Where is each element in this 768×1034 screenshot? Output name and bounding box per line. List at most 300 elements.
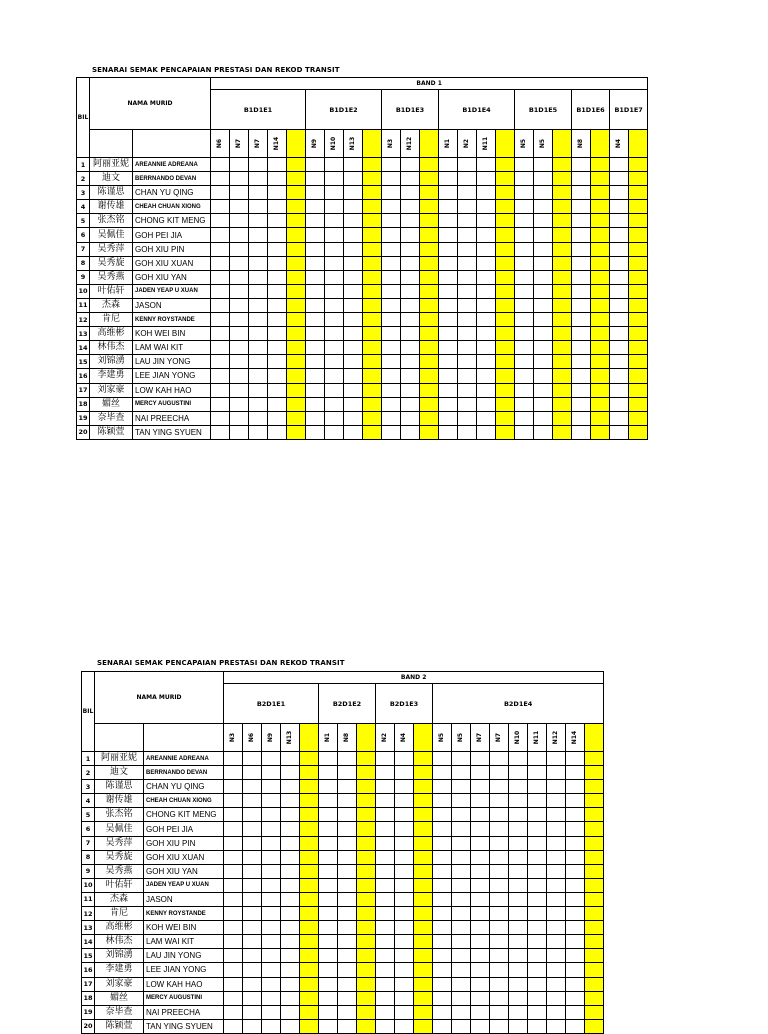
transit-cell[interactable] — [553, 186, 572, 200]
check-cell[interactable] — [249, 383, 268, 397]
transit-cell[interactable] — [357, 822, 376, 836]
check-cell[interactable] — [319, 766, 338, 780]
transit-cell[interactable] — [585, 780, 604, 794]
transit-cell[interactable] — [591, 327, 610, 341]
transit-cell[interactable] — [287, 214, 306, 228]
check-cell[interactable] — [572, 186, 591, 200]
transit-cell[interactable] — [300, 935, 319, 949]
check-cell[interactable] — [477, 228, 496, 242]
check-cell[interactable] — [325, 256, 344, 270]
check-cell[interactable] — [572, 172, 591, 186]
check-cell[interactable] — [344, 341, 363, 355]
transit-cell[interactable] — [553, 256, 572, 270]
transit-cell[interactable] — [496, 327, 515, 341]
check-cell[interactable] — [547, 977, 566, 991]
check-cell[interactable] — [376, 949, 395, 963]
check-cell[interactable] — [433, 850, 452, 864]
check-cell[interactable] — [433, 752, 452, 766]
check-cell[interactable] — [243, 977, 262, 991]
check-cell[interactable] — [610, 425, 629, 439]
transit-cell[interactable] — [585, 878, 604, 892]
check-cell[interactable] — [395, 752, 414, 766]
check-cell[interactable] — [477, 270, 496, 284]
check-cell[interactable] — [262, 794, 281, 808]
check-cell[interactable] — [572, 383, 591, 397]
check-cell[interactable] — [490, 850, 509, 864]
check-cell[interactable] — [338, 808, 357, 822]
check-cell[interactable] — [211, 284, 230, 298]
transit-cell[interactable] — [363, 298, 382, 312]
check-cell[interactable] — [382, 270, 401, 284]
check-cell[interactable] — [433, 780, 452, 794]
check-cell[interactable] — [515, 228, 534, 242]
check-cell[interactable] — [338, 850, 357, 864]
check-cell[interactable] — [471, 878, 490, 892]
check-cell[interactable] — [528, 794, 547, 808]
transit-cell[interactable] — [287, 270, 306, 284]
transit-cell[interactable] — [629, 341, 648, 355]
check-cell[interactable] — [224, 850, 243, 864]
transit-cell[interactable] — [357, 766, 376, 780]
check-cell[interactable] — [344, 383, 363, 397]
check-cell[interactable] — [306, 411, 325, 425]
check-cell[interactable] — [528, 864, 547, 878]
check-cell[interactable] — [319, 949, 338, 963]
transit-cell[interactable] — [420, 298, 439, 312]
transit-cell[interactable] — [287, 298, 306, 312]
check-cell[interactable] — [509, 907, 528, 921]
check-cell[interactable] — [338, 878, 357, 892]
check-cell[interactable] — [528, 935, 547, 949]
check-cell[interactable] — [439, 425, 458, 439]
transit-cell[interactable] — [591, 242, 610, 256]
transit-cell[interactable] — [363, 186, 382, 200]
transit-cell[interactable] — [553, 298, 572, 312]
check-cell[interactable] — [477, 172, 496, 186]
transit-cell[interactable] — [414, 752, 433, 766]
transit-cell[interactable] — [363, 369, 382, 383]
check-cell[interactable] — [395, 878, 414, 892]
check-cell[interactable] — [395, 991, 414, 1005]
check-cell[interactable] — [433, 1005, 452, 1019]
transit-cell[interactable] — [287, 284, 306, 298]
check-cell[interactable] — [395, 907, 414, 921]
check-cell[interactable] — [566, 977, 585, 991]
check-cell[interactable] — [566, 752, 585, 766]
check-cell[interactable] — [572, 284, 591, 298]
check-cell[interactable] — [211, 214, 230, 228]
check-cell[interactable] — [490, 878, 509, 892]
check-cell[interactable] — [490, 977, 509, 991]
transit-cell[interactable] — [363, 383, 382, 397]
check-cell[interactable] — [547, 935, 566, 949]
transit-cell[interactable] — [420, 355, 439, 369]
check-cell[interactable] — [439, 355, 458, 369]
check-cell[interactable] — [249, 200, 268, 214]
transit-cell[interactable] — [591, 256, 610, 270]
check-cell[interactable] — [471, 808, 490, 822]
check-cell[interactable] — [528, 949, 547, 963]
check-cell[interactable] — [376, 794, 395, 808]
transit-cell[interactable] — [287, 200, 306, 214]
check-cell[interactable] — [566, 864, 585, 878]
check-cell[interactable] — [515, 284, 534, 298]
check-cell[interactable] — [610, 256, 629, 270]
transit-cell[interactable] — [585, 949, 604, 963]
check-cell[interactable] — [243, 808, 262, 822]
check-cell[interactable] — [382, 298, 401, 312]
check-cell[interactable] — [306, 313, 325, 327]
check-cell[interactable] — [477, 369, 496, 383]
check-cell[interactable] — [477, 425, 496, 439]
check-cell[interactable] — [319, 935, 338, 949]
transit-cell[interactable] — [629, 355, 648, 369]
check-cell[interactable] — [249, 158, 268, 172]
check-cell[interactable] — [515, 200, 534, 214]
check-cell[interactable] — [490, 794, 509, 808]
check-cell[interactable] — [401, 397, 420, 411]
check-cell[interactable] — [382, 411, 401, 425]
check-cell[interactable] — [547, 991, 566, 1005]
transit-cell[interactable] — [300, 892, 319, 906]
transit-cell[interactable] — [585, 935, 604, 949]
transit-cell[interactable] — [496, 369, 515, 383]
check-cell[interactable] — [401, 186, 420, 200]
check-cell[interactable] — [382, 158, 401, 172]
check-cell[interactable] — [224, 991, 243, 1005]
check-cell[interactable] — [433, 963, 452, 977]
transit-cell[interactable] — [300, 977, 319, 991]
check-cell[interactable] — [382, 313, 401, 327]
check-cell[interactable] — [439, 242, 458, 256]
check-cell[interactable] — [509, 766, 528, 780]
check-cell[interactable] — [471, 1019, 490, 1033]
transit-cell[interactable] — [300, 949, 319, 963]
check-cell[interactable] — [224, 977, 243, 991]
check-cell[interactable] — [528, 1005, 547, 1019]
check-cell[interactable] — [319, 921, 338, 935]
check-cell[interactable] — [268, 411, 287, 425]
check-cell[interactable] — [572, 425, 591, 439]
check-cell[interactable] — [395, 921, 414, 935]
check-cell[interactable] — [319, 892, 338, 906]
transit-cell[interactable] — [357, 1005, 376, 1019]
check-cell[interactable] — [515, 214, 534, 228]
transit-cell[interactable] — [357, 808, 376, 822]
check-cell[interactable] — [325, 425, 344, 439]
check-cell[interactable] — [376, 780, 395, 794]
check-cell[interactable] — [458, 158, 477, 172]
check-cell[interactable] — [572, 228, 591, 242]
transit-cell[interactable] — [414, 794, 433, 808]
check-cell[interactable] — [243, 752, 262, 766]
check-cell[interactable] — [319, 794, 338, 808]
check-cell[interactable] — [515, 327, 534, 341]
transit-cell[interactable] — [496, 158, 515, 172]
check-cell[interactable] — [433, 1019, 452, 1033]
check-cell[interactable] — [458, 214, 477, 228]
check-cell[interactable] — [249, 242, 268, 256]
check-cell[interactable] — [325, 341, 344, 355]
check-cell[interactable] — [572, 355, 591, 369]
transit-cell[interactable] — [357, 780, 376, 794]
check-cell[interactable] — [566, 907, 585, 921]
check-cell[interactable] — [490, 892, 509, 906]
check-cell[interactable] — [452, 808, 471, 822]
transit-cell[interactable] — [414, 864, 433, 878]
check-cell[interactable] — [566, 766, 585, 780]
check-cell[interactable] — [338, 794, 357, 808]
transit-cell[interactable] — [496, 383, 515, 397]
transit-cell[interactable] — [300, 780, 319, 794]
check-cell[interactable] — [547, 1005, 566, 1019]
check-cell[interactable] — [534, 242, 553, 256]
check-cell[interactable] — [325, 298, 344, 312]
transit-cell[interactable] — [414, 836, 433, 850]
transit-cell[interactable] — [414, 766, 433, 780]
check-cell[interactable] — [325, 200, 344, 214]
transit-cell[interactable] — [553, 200, 572, 214]
check-cell[interactable] — [262, 752, 281, 766]
check-cell[interactable] — [490, 907, 509, 921]
check-cell[interactable] — [458, 284, 477, 298]
transit-cell[interactable] — [300, 991, 319, 1005]
check-cell[interactable] — [452, 766, 471, 780]
check-cell[interactable] — [211, 298, 230, 312]
check-cell[interactable] — [433, 892, 452, 906]
check-cell[interactable] — [319, 780, 338, 794]
transit-cell[interactable] — [553, 383, 572, 397]
check-cell[interactable] — [230, 397, 249, 411]
transit-cell[interactable] — [553, 313, 572, 327]
check-cell[interactable] — [325, 284, 344, 298]
transit-cell[interactable] — [553, 397, 572, 411]
check-cell[interactable] — [395, 850, 414, 864]
check-cell[interactable] — [281, 935, 300, 949]
transit-cell[interactable] — [287, 383, 306, 397]
transit-cell[interactable] — [553, 228, 572, 242]
transit-cell[interactable] — [591, 200, 610, 214]
check-cell[interactable] — [401, 383, 420, 397]
check-cell[interactable] — [439, 298, 458, 312]
check-cell[interactable] — [211, 369, 230, 383]
check-cell[interactable] — [211, 228, 230, 242]
check-cell[interactable] — [547, 864, 566, 878]
transit-cell[interactable] — [585, 864, 604, 878]
transit-cell[interactable] — [496, 341, 515, 355]
check-cell[interactable] — [509, 991, 528, 1005]
transit-cell[interactable] — [591, 341, 610, 355]
check-cell[interactable] — [528, 836, 547, 850]
check-cell[interactable] — [477, 341, 496, 355]
check-cell[interactable] — [572, 242, 591, 256]
check-cell[interactable] — [452, 780, 471, 794]
check-cell[interactable] — [534, 355, 553, 369]
check-cell[interactable] — [439, 200, 458, 214]
transit-cell[interactable] — [287, 425, 306, 439]
check-cell[interactable] — [566, 878, 585, 892]
check-cell[interactable] — [572, 411, 591, 425]
check-cell[interactable] — [458, 200, 477, 214]
transit-cell[interactable] — [420, 270, 439, 284]
check-cell[interactable] — [528, 766, 547, 780]
check-cell[interactable] — [243, 780, 262, 794]
check-cell[interactable] — [319, 1019, 338, 1033]
check-cell[interactable] — [433, 794, 452, 808]
check-cell[interactable] — [515, 369, 534, 383]
transit-cell[interactable] — [300, 766, 319, 780]
check-cell[interactable] — [509, 878, 528, 892]
check-cell[interactable] — [306, 298, 325, 312]
check-cell[interactable] — [224, 836, 243, 850]
check-cell[interactable] — [572, 200, 591, 214]
check-cell[interactable] — [268, 425, 287, 439]
transit-cell[interactable] — [585, 977, 604, 991]
check-cell[interactable] — [490, 1005, 509, 1019]
transit-cell[interactable] — [553, 341, 572, 355]
check-cell[interactable] — [382, 397, 401, 411]
transit-cell[interactable] — [357, 963, 376, 977]
check-cell[interactable] — [230, 270, 249, 284]
transit-cell[interactable] — [496, 298, 515, 312]
check-cell[interactable] — [477, 327, 496, 341]
check-cell[interactable] — [534, 172, 553, 186]
check-cell[interactable] — [547, 1019, 566, 1033]
transit-cell[interactable] — [553, 214, 572, 228]
check-cell[interactable] — [338, 766, 357, 780]
check-cell[interactable] — [458, 341, 477, 355]
check-cell[interactable] — [338, 921, 357, 935]
check-cell[interactable] — [534, 425, 553, 439]
check-cell[interactable] — [376, 752, 395, 766]
check-cell[interactable] — [471, 949, 490, 963]
check-cell[interactable] — [458, 369, 477, 383]
transit-cell[interactable] — [363, 284, 382, 298]
transit-cell[interactable] — [629, 270, 648, 284]
check-cell[interactable] — [344, 242, 363, 256]
check-cell[interactable] — [610, 228, 629, 242]
transit-cell[interactable] — [629, 383, 648, 397]
check-cell[interactable] — [401, 298, 420, 312]
transit-cell[interactable] — [363, 214, 382, 228]
check-cell[interactable] — [376, 935, 395, 949]
transit-cell[interactable] — [420, 369, 439, 383]
check-cell[interactable] — [490, 1019, 509, 1033]
transit-cell[interactable] — [300, 850, 319, 864]
check-cell[interactable] — [572, 369, 591, 383]
transit-cell[interactable] — [363, 200, 382, 214]
check-cell[interactable] — [395, 780, 414, 794]
check-cell[interactable] — [452, 864, 471, 878]
check-cell[interactable] — [395, 963, 414, 977]
check-cell[interactable] — [306, 242, 325, 256]
transit-cell[interactable] — [357, 991, 376, 1005]
transit-cell[interactable] — [287, 341, 306, 355]
transit-cell[interactable] — [300, 878, 319, 892]
check-cell[interactable] — [477, 383, 496, 397]
check-cell[interactable] — [401, 172, 420, 186]
check-cell[interactable] — [319, 1005, 338, 1019]
check-cell[interactable] — [458, 256, 477, 270]
check-cell[interactable] — [458, 397, 477, 411]
check-cell[interactable] — [471, 991, 490, 1005]
check-cell[interactable] — [610, 214, 629, 228]
check-cell[interactable] — [610, 383, 629, 397]
check-cell[interactable] — [382, 172, 401, 186]
transit-cell[interactable] — [591, 172, 610, 186]
check-cell[interactable] — [338, 949, 357, 963]
check-cell[interactable] — [534, 341, 553, 355]
check-cell[interactable] — [243, 963, 262, 977]
check-cell[interactable] — [490, 991, 509, 1005]
check-cell[interactable] — [572, 158, 591, 172]
transit-cell[interactable] — [553, 242, 572, 256]
transit-cell[interactable] — [496, 214, 515, 228]
check-cell[interactable] — [281, 1019, 300, 1033]
check-cell[interactable] — [338, 977, 357, 991]
transit-cell[interactable] — [363, 397, 382, 411]
transit-cell[interactable] — [585, 1005, 604, 1019]
check-cell[interactable] — [572, 298, 591, 312]
check-cell[interactable] — [325, 242, 344, 256]
check-cell[interactable] — [249, 397, 268, 411]
check-cell[interactable] — [458, 228, 477, 242]
transit-cell[interactable] — [420, 383, 439, 397]
check-cell[interactable] — [268, 341, 287, 355]
check-cell[interactable] — [401, 214, 420, 228]
check-cell[interactable] — [401, 200, 420, 214]
check-cell[interactable] — [243, 850, 262, 864]
check-cell[interactable] — [382, 214, 401, 228]
check-cell[interactable] — [477, 186, 496, 200]
check-cell[interactable] — [395, 977, 414, 991]
check-cell[interactable] — [610, 242, 629, 256]
check-cell[interactable] — [547, 794, 566, 808]
transit-cell[interactable] — [553, 284, 572, 298]
check-cell[interactable] — [249, 228, 268, 242]
check-cell[interactable] — [401, 256, 420, 270]
check-cell[interactable] — [224, 794, 243, 808]
check-cell[interactable] — [325, 158, 344, 172]
check-cell[interactable] — [281, 864, 300, 878]
check-cell[interactable] — [262, 949, 281, 963]
check-cell[interactable] — [509, 1019, 528, 1033]
transit-cell[interactable] — [287, 242, 306, 256]
check-cell[interactable] — [344, 298, 363, 312]
check-cell[interactable] — [395, 1019, 414, 1033]
check-cell[interactable] — [306, 369, 325, 383]
transit-cell[interactable] — [357, 878, 376, 892]
check-cell[interactable] — [547, 780, 566, 794]
check-cell[interactable] — [395, 892, 414, 906]
check-cell[interactable] — [439, 270, 458, 284]
check-cell[interactable] — [211, 383, 230, 397]
check-cell[interactable] — [224, 822, 243, 836]
check-cell[interactable] — [433, 977, 452, 991]
check-cell[interactable] — [325, 383, 344, 397]
check-cell[interactable] — [610, 186, 629, 200]
check-cell[interactable] — [338, 780, 357, 794]
check-cell[interactable] — [344, 214, 363, 228]
check-cell[interactable] — [471, 780, 490, 794]
check-cell[interactable] — [547, 836, 566, 850]
check-cell[interactable] — [230, 256, 249, 270]
transit-cell[interactable] — [414, 822, 433, 836]
transit-cell[interactable] — [629, 397, 648, 411]
transit-cell[interactable] — [496, 355, 515, 369]
check-cell[interactable] — [268, 186, 287, 200]
transit-cell[interactable] — [420, 411, 439, 425]
